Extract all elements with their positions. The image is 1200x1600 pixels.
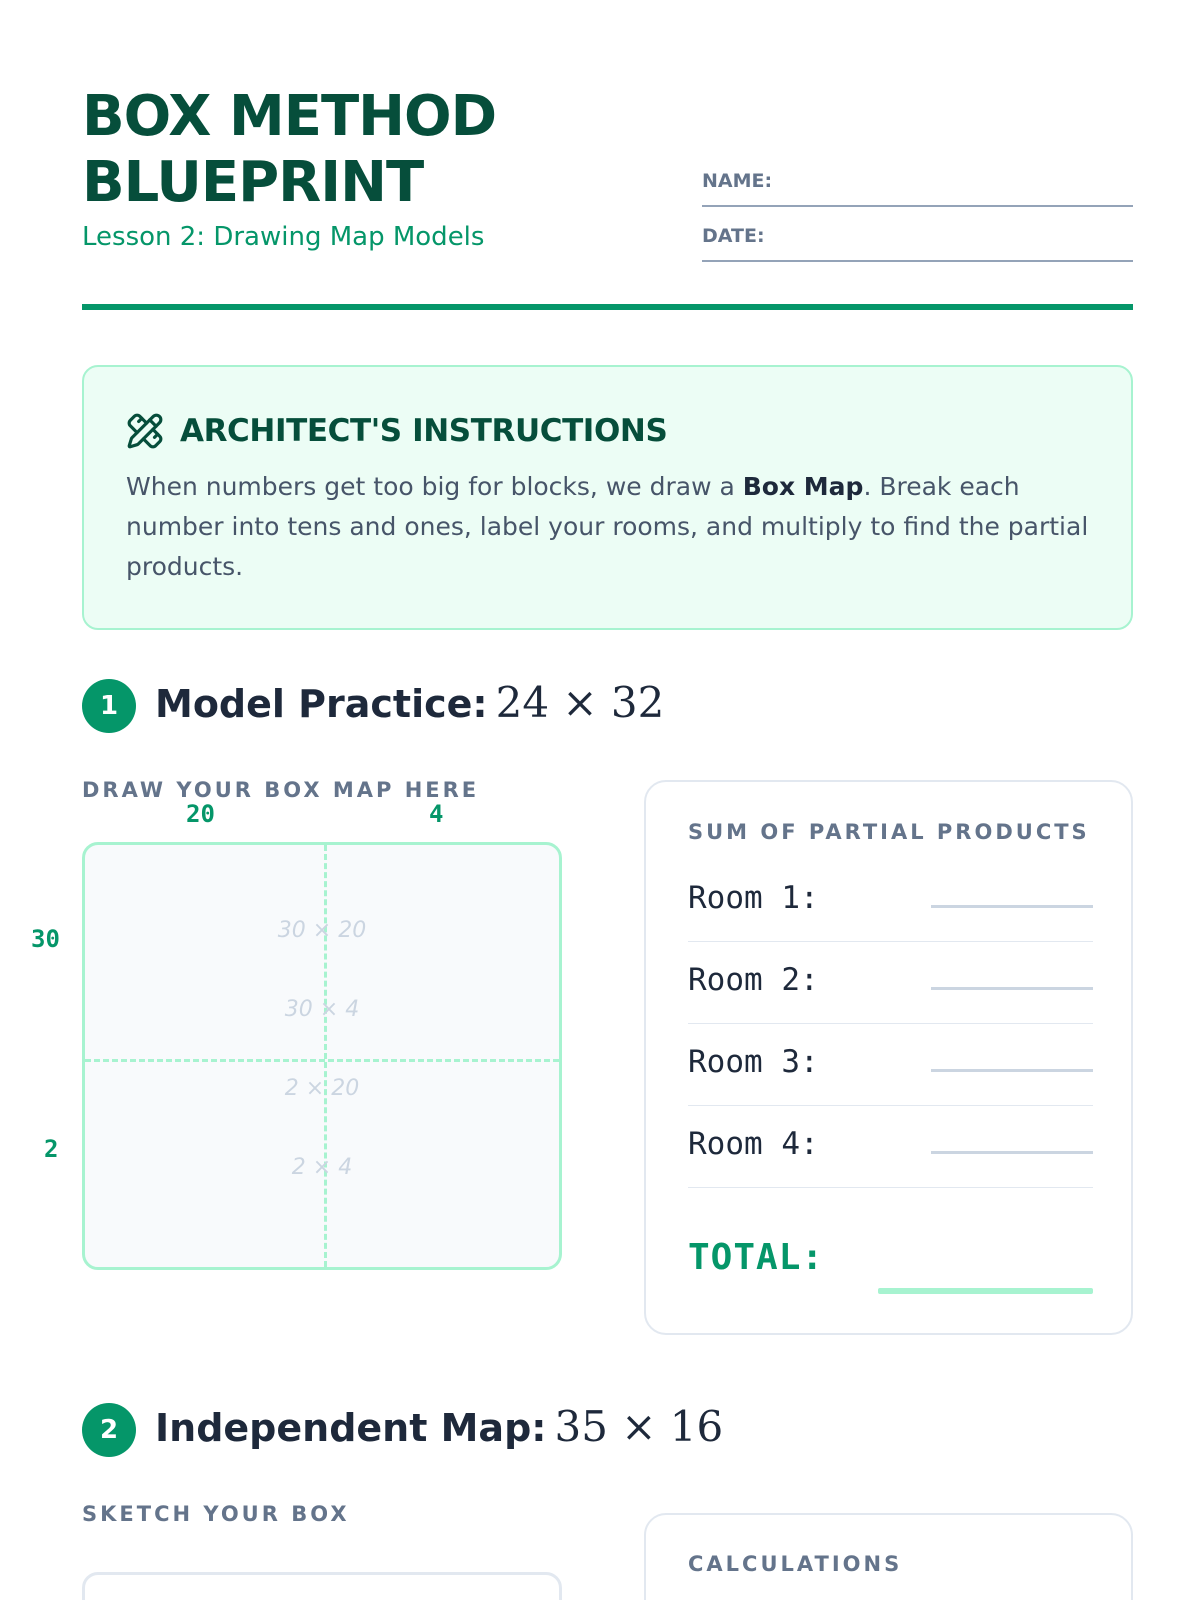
name-field[interactable] (702, 170, 1133, 207)
room-row-2 (688, 942, 1093, 1024)
row-label-tens: 30 (31, 925, 60, 953)
header-divider (82, 304, 1133, 310)
sketch-label: SKETCH YOUR BOX (82, 1502, 350, 1526)
page-title: BOX METHOD BLUEPRINT (82, 84, 497, 215)
section-2-expression: 35 × 16 (554, 1402, 724, 1451)
room-row-1 (688, 860, 1093, 942)
room-hint-2: 30 × 4 (284, 997, 360, 1022)
box-map-label: DRAW YOUR BOX MAP HERE (82, 778, 480, 802)
instructions-panel (82, 365, 1133, 630)
box-vertical-divider (324, 845, 327, 1267)
room-row-4 (688, 1106, 1093, 1188)
instructions-text-end: . Break each number into tens and ones, label your rooms, and multiply to find the partial products. (126, 472, 1089, 581)
instructions-header (126, 412, 667, 450)
date-label: DATE: (702, 225, 765, 247)
room-3-answer-line[interactable] (931, 1069, 1093, 1072)
room-3-label: Room 3: (688, 1044, 819, 1080)
room-hint-3: 2 × 20 (284, 1076, 360, 1101)
row-label-ones: 2 (44, 1135, 59, 1163)
lesson-subtitle: Lesson 2: Drawing Map Models (82, 222, 485, 252)
section-1-heading (155, 678, 664, 727)
instructions-title: ARCHITECT'S INSTRUCTIONS (180, 413, 668, 449)
section-1-badge: 1 (82, 679, 136, 733)
section-1-expression: 24 × 32 (495, 678, 665, 727)
room-row-3 (688, 1024, 1093, 1106)
column-label-tens: 20 (186, 800, 215, 828)
calculations-label: CALCULATIONS (688, 1552, 903, 1576)
room-hint-4: 2 × 4 (291, 1155, 353, 1180)
section-2-heading (155, 1402, 723, 1451)
name-label: NAME: (702, 170, 773, 192)
room-4-answer-line[interactable] (931, 1151, 1093, 1154)
section-2-badge: 2 (82, 1403, 136, 1457)
pencil-ruler-icon (126, 412, 164, 450)
room-4-label: Room 4: (688, 1126, 819, 1162)
room-hint-1: 30 × 20 (277, 918, 367, 943)
instructions-text-start: When numbers get too big for blocks, we draw a (126, 472, 743, 501)
box-map-drawing-area[interactable] (82, 842, 562, 1270)
box-horizontal-divider (85, 1059, 559, 1062)
instructions-text (126, 467, 1116, 587)
room-2-answer-line[interactable] (931, 987, 1093, 990)
total-answer-line[interactable] (878, 1288, 1093, 1294)
sketch-drawing-area[interactable] (82, 1572, 562, 1600)
room-1-answer-line[interactable] (931, 905, 1093, 908)
section-1-title: Model Practice: (155, 682, 488, 726)
calculations-panel (644, 1513, 1133, 1600)
section-2-title: Independent Map: (155, 1406, 547, 1450)
total-label: TOTAL: (688, 1237, 825, 1278)
room-2-label: Room 2: (688, 962, 819, 998)
partial-products-panel (644, 780, 1133, 1335)
date-field[interactable] (702, 225, 1133, 262)
instructions-text-bold: Box Map (742, 472, 864, 501)
column-label-ones: 4 (429, 800, 444, 828)
sum-label: SUM OF PARTIAL PRODUCTS (688, 820, 1090, 844)
room-1-label: Room 1: (688, 880, 819, 916)
